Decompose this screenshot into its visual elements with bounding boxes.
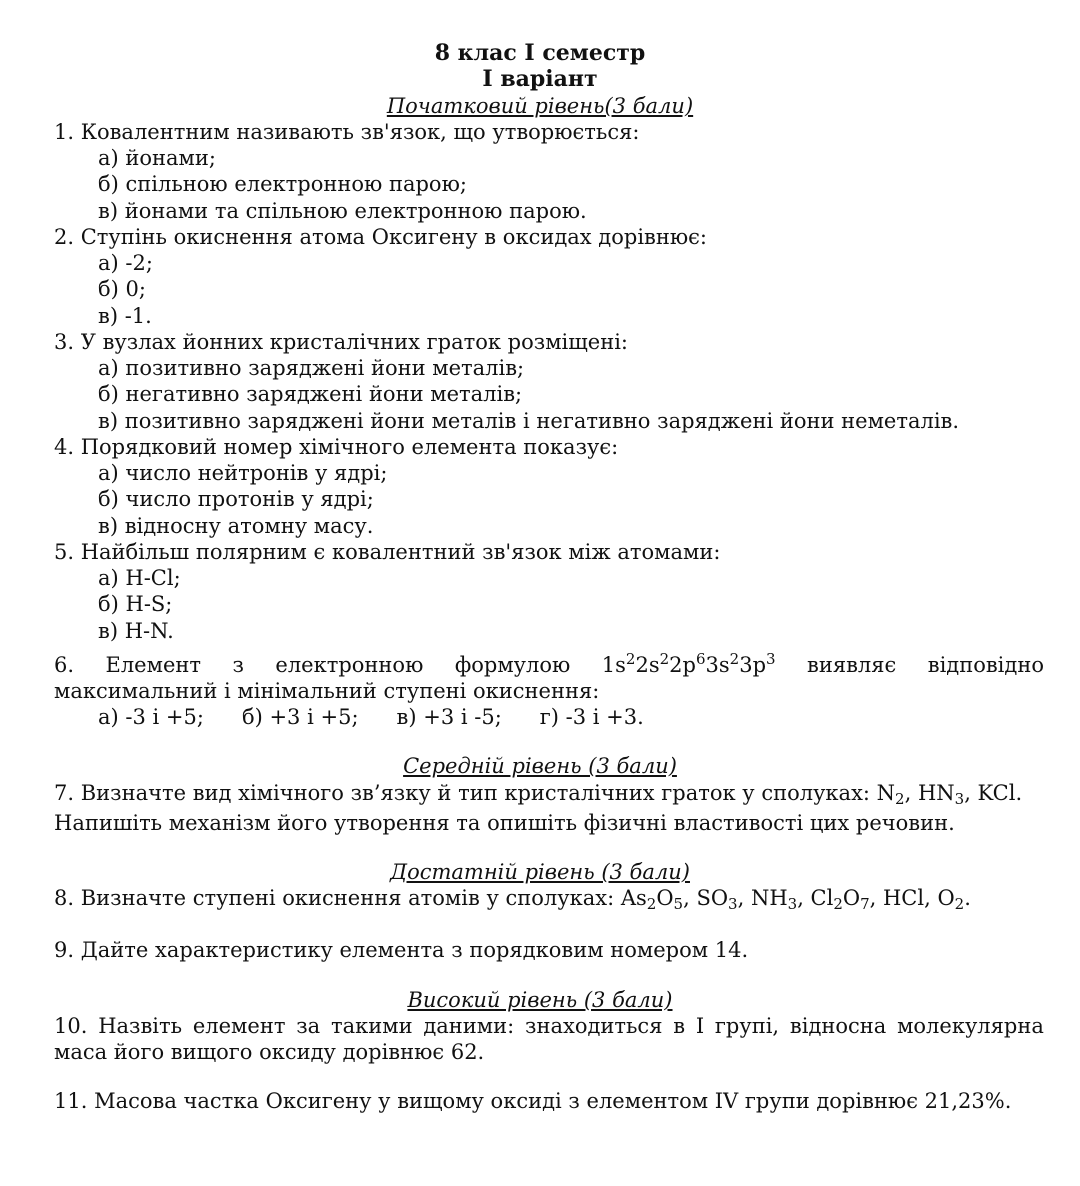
question-4-option-a: а) число нейтронів у ядрі;: [98, 461, 388, 485]
question-3-option-a: а) позитивно заряджені йони металів;: [98, 356, 525, 380]
question-5-option-a: а) H-Cl;: [98, 566, 181, 590]
q10-word: даними:: [423, 1014, 515, 1038]
level-heading-sufficient: Достатній рівень (3 бали): [390, 860, 690, 884]
question-2: 2. Ступінь окиснення атома Оксигену в оксидах дорівнює:: [54, 225, 707, 249]
page-title: 8 клас І семестр: [434, 40, 646, 66]
question-3-option-b: б) негативно заряджені йони металів;: [98, 382, 523, 406]
question-6-line-1: [54, 652, 1044, 678]
question-9: 9. Дайте характеристику елемента з порядковим номером 14.: [54, 938, 749, 962]
question-6-option-b: б) +3 і +5;: [241, 705, 359, 729]
question-2-option-a: а) -2;: [98, 251, 153, 275]
question-6-option-a: а) -3 і +5;: [98, 705, 204, 729]
q10-word: такими: [330, 1014, 413, 1038]
question-6-line-2: максимальний і мінімальний ступені окиснення:: [54, 679, 600, 703]
question-1-option-b: б) спільною електронною парою;: [98, 172, 467, 196]
q10-word: Назвіть: [98, 1014, 183, 1038]
question-1: 1. Ковалентним називають зв'язок, що утворюється:: [54, 120, 640, 144]
question-2-option-b: б) 0;: [98, 277, 146, 301]
question-1-option-c: в) йонами та спільною електронною парою.: [98, 199, 587, 223]
question-5-option-b: б) H-S;: [98, 592, 173, 616]
q6-word: відповідно: [927, 653, 1044, 677]
question-2-option-c: в) -1.: [98, 304, 152, 328]
question-6-option-c: в) +3 і -5;: [396, 705, 502, 729]
question-1-option-a: а) йонами;: [98, 146, 216, 170]
question-4: 4. Порядковий номер хімічного елемента показує:: [54, 435, 619, 459]
q10-word: групі,: [714, 1014, 780, 1038]
question-3-option-c: в) позитивно заряджені йони металів і негативно заряджені йони неметалів.: [98, 409, 960, 433]
q10-word: елемент: [192, 1014, 286, 1038]
question-6-options: [98, 704, 1048, 730]
question-7-line-1: 7. Визначте вид хімічного зв’язку й тип кристалічних граток у сполуках: $N_2$, $HN_3$, KCl.: [54, 781, 1023, 808]
question-7-line-2: Напишіть механізм його утворення та опишіть фізичні властивості цих речовин.: [54, 811, 955, 835]
question-6-option-d: г) -3 і +3.: [539, 705, 644, 729]
q10-word: молекулярна: [897, 1014, 1044, 1038]
question-5: 5. Найбільш полярним є ковалентний зв'язок між атомами:: [54, 540, 721, 564]
level-heading-initial: Початковий рівень(3 бали): [386, 94, 694, 118]
q6-word: електронною: [275, 653, 424, 677]
question-4-option-c: в) відносну атомну масу.: [98, 514, 374, 538]
level-heading-high: Високий рівень (3 бали): [407, 988, 673, 1012]
question-8: 8. Визначте ступені окиснення атомів у сполуках: $As_2O_5$, $SO_3$, $NH_3$, $Cl_2O_7$, HCl, $O_2$.: [54, 886, 971, 913]
q10-word: в: [673, 1014, 686, 1038]
q10-word: відносна: [789, 1014, 887, 1038]
q6-word: з: [232, 653, 244, 677]
variant-title: І варіант: [482, 66, 598, 92]
question-5-option-c: в) H-N.: [98, 619, 174, 643]
question-10-line-2: маса його вищого оксиду дорівнює 62.: [54, 1040, 485, 1064]
q10-word: І: [695, 1014, 705, 1038]
electron-formula: $1s^22s^22p^63s^23p^3$: [601, 650, 776, 677]
question-4-option-b: б) число протонів у ядрі;: [98, 487, 374, 511]
q10-word: за: [296, 1014, 321, 1038]
q6-word: виявляє: [807, 653, 897, 677]
q10-word: 10.: [54, 1014, 88, 1038]
q6-word: формулою: [454, 653, 571, 677]
question-3: 3. У вузлах йонних кристалічних граток розміщені:: [54, 330, 628, 354]
level-heading-medium: Середній рівень (3 бали): [403, 754, 677, 778]
q10-word: знаходиться: [525, 1014, 663, 1038]
question-10-line-1: [54, 1013, 1044, 1039]
question-11: 11. Масова частка Оксигену у вищому оксиді з елементом IV групи дорівнює 21,23%.: [54, 1089, 1012, 1113]
q6-word: Елемент: [105, 653, 201, 677]
q6-word: 6.: [54, 653, 75, 677]
